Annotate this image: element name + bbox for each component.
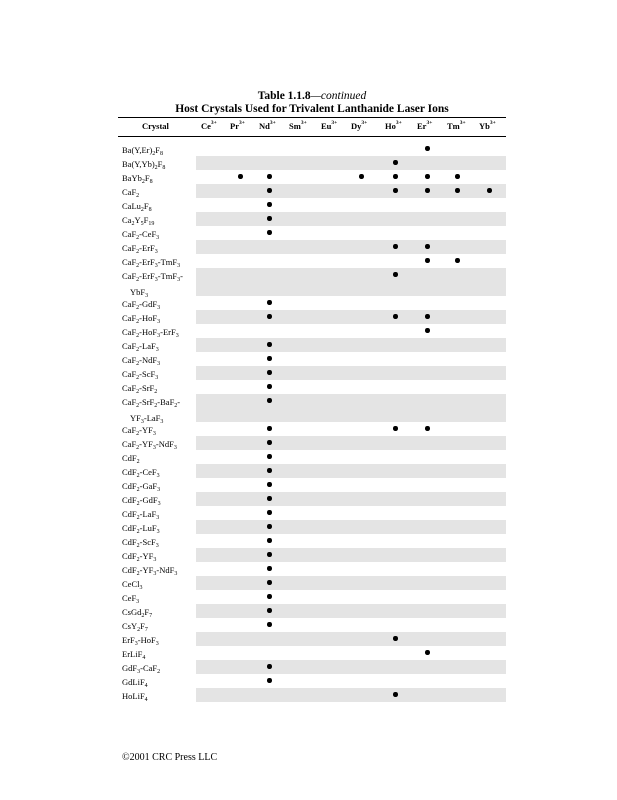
crystal-name: $Ca_2Y_5F_{19}$ — [122, 215, 155, 227]
row-band — [196, 534, 506, 548]
dot-ho — [393, 272, 398, 277]
dot-ho — [393, 244, 398, 249]
row-band — [196, 548, 506, 562]
crystal-name: CdF$_2$-CeF$_3$ — [122, 467, 160, 479]
crystal-name: $BaYb_2F_8$ — [122, 173, 153, 185]
dot-nd — [267, 566, 272, 571]
dot-nd — [267, 440, 272, 445]
dot-nd — [267, 594, 272, 599]
dot-nd — [267, 426, 272, 431]
dot-nd — [267, 356, 272, 361]
table-row — [118, 212, 506, 226]
dot-er — [425, 328, 430, 333]
crystal-name: ErF$_3$-HoF$_3$ — [122, 635, 159, 647]
dot-nd — [267, 664, 272, 669]
table-row — [118, 520, 506, 534]
ion-header-nd: $Nd^{3+}$ — [259, 120, 276, 131]
table-row — [118, 492, 506, 506]
crystal-name: CdF$_2$-GdF$_3$ — [122, 495, 161, 507]
row-band — [196, 618, 506, 632]
table-row — [118, 240, 506, 254]
crystal-name: CaF$_2$-ErF$_3$ — [122, 243, 158, 255]
row-band — [196, 562, 506, 576]
table-row — [118, 310, 506, 324]
table-row — [118, 436, 506, 450]
dot-nd — [267, 468, 272, 473]
dot-nd — [267, 174, 272, 179]
crystal-name: CdF$_2$-LaF$_3$ — [122, 509, 160, 521]
row-band — [196, 632, 506, 646]
row-band — [196, 198, 506, 212]
table-row — [118, 534, 506, 548]
row-band — [196, 646, 506, 660]
table-row — [118, 660, 506, 674]
crystal-name: CeF$_3$ — [122, 593, 140, 605]
row-band — [196, 436, 506, 450]
copyright-footer: ©2001 CRC Press LLC — [122, 752, 218, 763]
dot-ho — [393, 188, 398, 193]
table-row — [118, 562, 506, 576]
crystal-name: $Ba(Y,Yb)_2F_8$ — [122, 159, 166, 171]
table-body — [118, 142, 506, 702]
table-row — [118, 324, 506, 338]
row-band — [196, 576, 506, 590]
row-band — [196, 492, 506, 506]
dot-nd — [267, 482, 272, 487]
ion-header-ho: $Ho^{3+}$ — [385, 120, 402, 131]
ion-header-sm: $Sm^{3+}$ — [289, 120, 307, 131]
row-band — [196, 226, 506, 240]
dot-er — [425, 426, 430, 431]
row-band — [196, 366, 506, 380]
crystal-name: $CdF_2-YF_3-NdF_3$ — [122, 565, 178, 577]
table-row — [118, 422, 506, 436]
crystal-name: CaF$_2$-GdF$_3$ — [122, 299, 161, 311]
table-row — [118, 352, 506, 366]
crystal-name: CaF$_2$-ErF$_3$-TmF$_3$ — [122, 257, 181, 269]
crystal-name: CdF$_2$-GaF$_3$ — [122, 481, 161, 493]
crystal-name: CaF$_2$-NdF$_3$ — [122, 355, 161, 367]
table-row — [118, 268, 506, 299]
dot-ho — [393, 426, 398, 431]
dot-ho — [393, 160, 398, 165]
ion-header-yb: $Yb^{3+}$ — [479, 120, 496, 131]
crystal-name: $Ba(Y,Er)_2F_8$ — [122, 145, 164, 157]
crystal-name: $CdF_2-YF_3$ — [122, 551, 157, 563]
row-band — [196, 254, 506, 268]
crystal-name: GdLiF$_4$ — [122, 677, 148, 689]
dot-nd — [267, 342, 272, 347]
crystal-name: CaF$_2$-HoF$_3$ — [122, 313, 161, 325]
row-band — [196, 156, 506, 170]
row-band — [196, 296, 506, 310]
table-row — [118, 450, 506, 464]
dot-ho — [393, 692, 398, 697]
row-band — [196, 478, 506, 492]
table-continued: —continued — [310, 90, 367, 102]
row-band — [196, 590, 506, 604]
row-band — [196, 394, 506, 422]
dot-er — [425, 258, 430, 263]
header-rule — [118, 136, 506, 137]
dot-nd — [267, 510, 272, 515]
dot-nd — [267, 580, 272, 585]
crystal-name: CaF$_2$ — [122, 187, 140, 199]
dot-nd — [267, 202, 272, 207]
dot-nd — [267, 314, 272, 319]
dot-nd — [267, 622, 272, 627]
table-row — [118, 226, 506, 240]
crystal-name: CaF$_2$-HoF$_3$-ErF$_3$ — [122, 327, 179, 339]
row-band — [196, 324, 506, 338]
table-row — [118, 254, 506, 268]
table-row — [118, 478, 506, 492]
dot-nd — [267, 188, 272, 193]
row-band — [196, 688, 506, 702]
table-row — [118, 548, 506, 562]
crystal-name: CdF$_2$-LuF$_3$ — [122, 523, 160, 535]
dot-nd — [267, 230, 272, 235]
dot-nd — [267, 370, 272, 375]
table-row — [118, 184, 506, 198]
row-band — [196, 142, 506, 156]
row-band — [196, 660, 506, 674]
crystal-name: CdF$_2$-ScF$_3$ — [122, 537, 159, 549]
ion-header-er: $Er^{3+}$ — [417, 120, 433, 131]
table-row — [118, 338, 506, 352]
crystal-name: CaF$_2$-SrF$_2$ — [122, 383, 158, 395]
dot-nd — [267, 678, 272, 683]
crystal-name: CaF$_2$-SrF$_2$-BaF$_2$- $YF_3-LaF_3$ — [122, 397, 181, 425]
table-row — [118, 604, 506, 618]
crystal-name: $CsY_2F_7$ — [122, 621, 148, 633]
dot-nd — [267, 524, 272, 529]
table-row — [118, 688, 506, 702]
dot-tm — [455, 174, 460, 179]
table-row — [118, 296, 506, 310]
crystal-name: ErLiF$_4$ — [122, 649, 146, 661]
table-subtitle: Host Crystals Used for Trivalent Lanthanide Laser Ions — [175, 103, 449, 115]
row-band — [196, 450, 506, 464]
dot-nd — [267, 384, 272, 389]
table-row — [118, 464, 506, 478]
row-band — [196, 520, 506, 534]
crystal-name: CdF$_2$ — [122, 453, 140, 465]
dot-nd — [267, 552, 272, 557]
dot-nd — [267, 216, 272, 221]
crystal-name: $CaLu_2F_8$ — [122, 201, 152, 213]
row-band — [196, 352, 506, 366]
row-band — [196, 268, 506, 296]
crystal-name: CaF$_2$-ScF$_3$ — [122, 369, 159, 381]
ion-header-tm: $Tm^{3+}$ — [447, 120, 466, 131]
dot-er — [425, 174, 430, 179]
row-band — [196, 240, 506, 254]
table-row — [118, 646, 506, 660]
crystal-name: $CsGd_2F_7$ — [122, 607, 153, 619]
table-row — [118, 618, 506, 632]
dot-er — [425, 314, 430, 319]
table-row — [118, 170, 506, 184]
crystal-name: GdF$_3$-CaF$_2$ — [122, 663, 161, 675]
top-rule — [118, 117, 506, 118]
dot-tm — [455, 188, 460, 193]
table-row — [118, 506, 506, 520]
row-band — [196, 604, 506, 618]
dot-nd — [267, 538, 272, 543]
crystal-name: $CaF_2-YF_3$ — [122, 425, 156, 437]
table-row — [118, 156, 506, 170]
table-row — [118, 674, 506, 688]
crystal-name: HoLiF$_4$ — [122, 691, 148, 703]
row-band — [196, 464, 506, 478]
row-band — [196, 212, 506, 226]
row-band — [196, 422, 506, 436]
table-header — [118, 121, 506, 135]
table-row — [118, 394, 506, 425]
dot-ho — [393, 174, 398, 179]
crystal-name: CeCl$_3$ — [122, 579, 143, 591]
row-band — [196, 380, 506, 394]
table-row — [118, 632, 506, 646]
row-band — [196, 338, 506, 352]
dot-er — [425, 188, 430, 193]
crystal-name: $CaF_2-YF_3-NdF_3$ — [122, 439, 177, 451]
dot-nd — [267, 398, 272, 403]
table-row — [118, 366, 506, 380]
ion-header-pr: $Pr^{3+}$ — [230, 120, 245, 131]
dot-yb — [487, 188, 492, 193]
table-row — [118, 142, 506, 156]
crystal-name: CaF$_2$-LaF$_3$ — [122, 341, 159, 353]
crystal-column-header: Crystal — [142, 121, 169, 131]
dot-pr — [238, 174, 243, 179]
dot-nd — [267, 300, 272, 305]
table-row — [118, 198, 506, 212]
dot-er — [425, 650, 430, 655]
dot-nd — [267, 454, 272, 459]
row-band — [196, 170, 506, 184]
table-row — [118, 590, 506, 604]
row-band — [196, 506, 506, 520]
dot-dy — [359, 174, 364, 179]
table-number: Table 1.1.8 — [257, 90, 311, 102]
dot-er — [425, 244, 430, 249]
table-title — [118, 90, 506, 116]
dot-nd — [267, 608, 272, 613]
dot-ho — [393, 314, 398, 319]
ion-header-dy: $Dy^{3+}$ — [351, 120, 368, 131]
dot-nd — [267, 496, 272, 501]
ion-header-eu: $Eu^{3+}$ — [321, 120, 338, 131]
crystal-name: CaF$_2$-CeF$_3$ — [122, 229, 160, 241]
dot-er — [425, 146, 430, 151]
dot-tm — [455, 258, 460, 263]
row-band — [196, 674, 506, 688]
crystal-name: CaF$_2$-ErF$_3$-TmF$_3$- YbF$_3$ — [122, 271, 183, 299]
ion-header-ce: $Ce^{3+}$ — [201, 120, 217, 131]
row-band — [196, 184, 506, 198]
table-row — [118, 576, 506, 590]
table-row — [118, 380, 506, 394]
row-band — [196, 310, 506, 324]
dot-ho — [393, 636, 398, 641]
